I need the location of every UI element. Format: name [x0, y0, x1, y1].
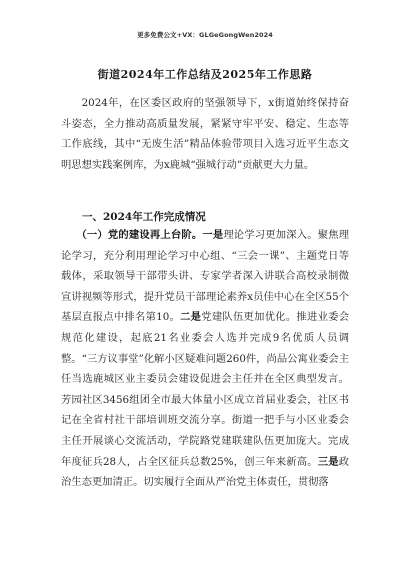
- point-one-label: 一是: [202, 229, 224, 241]
- subheading-party-building: （一）党的建设再上台阶。: [76, 229, 203, 241]
- point-three-text: 政治生态更加清正。切实履行全面从严治党主体责任，贯彻落: [61, 455, 349, 489]
- document-title: 街道2024年工作总结及2025年工作思路: [97, 68, 313, 81]
- point-two-label: 二是: [180, 311, 202, 324]
- header-note: 更多免费公文+VX：GLGeGongWen2024: [137, 31, 273, 39]
- intro-paragraph: 2024年，在区委区政府的坚强领导下，x街道始终保持奋斗姿态，全力推动高质量发展，紧紧守牢平安、稳定、生态等工作底线，其中“无废生活”精品体验带项目入选习近平生态文明思想实践案例库，为x鹿城“强城行动”贡献更大力量。: [61, 97, 349, 171]
- work-summary-paragraph: [61, 225, 349, 493]
- point-three-label: 三是: [317, 455, 339, 468]
- point-two-text: 党建队伍更加优化。推进业委会规范化建设，起底21名业委会人选并完成9名优质人员调整。“三方议事堂”化解小区疑难问题260件，尚品公寓业委会主任当选鹿城区业主委员会建设促进会主任并在全区典型发言。芳园社区3456组团全市最大体量小区成立首届业委会，社区书记在全省村社干部培训班交流分享。街道一把手与小区业委会主任开展谈心交流活动，学院路党建联建队伍更加庞大。完成年度征兵28人，占全区征兵总数25%，创三年来新高。: [61, 311, 350, 468]
- point-one-text: 理论学习更加深入。聚焦理论学习，充分利用理论学习中心组、“三会一课”、主题党日等载体，采取领导干部带头讲、专家学者深入讲联合高校录制微宣讲视频等形式，提升党员干部理论素养x员佳中心在全区55个基层直报点中排名第10。: [61, 229, 350, 324]
- section-heading: 一、2024年工作完成情况: [82, 211, 206, 223]
